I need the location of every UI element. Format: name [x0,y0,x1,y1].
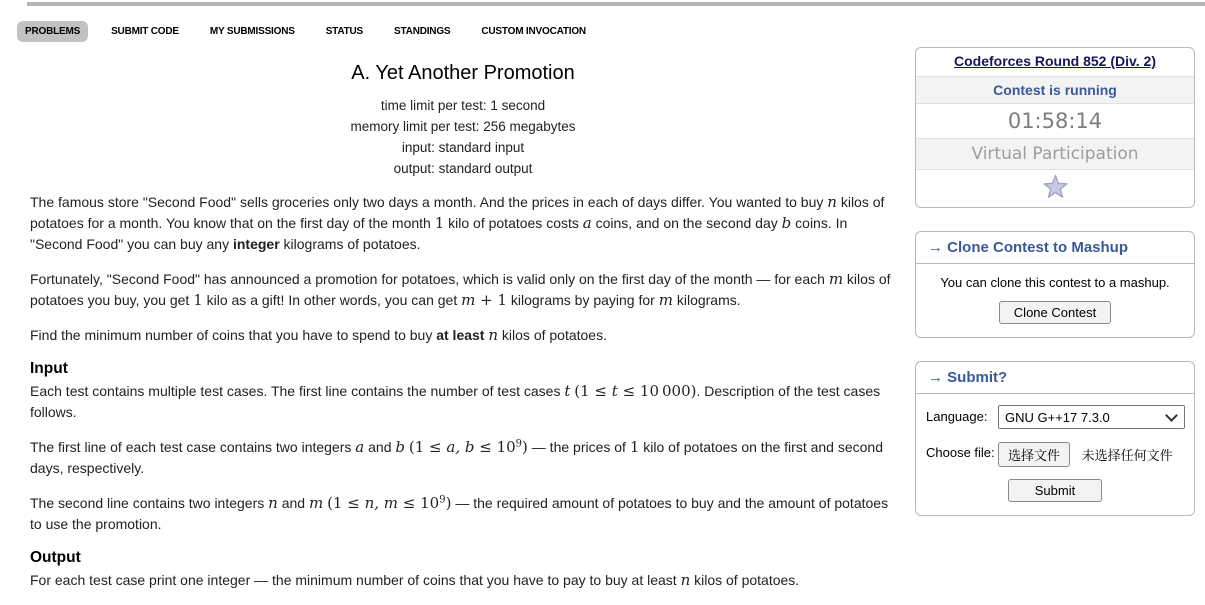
choose-file-label: Choose file: [926,445,995,460]
problem-statement [30,62,896,605]
meta-line: output: standard output [393,161,533,176]
clone-contest-button[interactable]: Clone Contest [999,301,1111,324]
meta-line: input: standard input [401,140,525,155]
problem-body [30,192,896,591]
file-status-text: 未选择任何文件 [1081,448,1173,463]
statement-paragraph: The first line of each test case contains two integers a and b (1 ≤ a, $b \le 10^9$) — the prices of 1 kilo of potatoes on the first and second days, respectively. [30,438,883,476]
favorite-row [916,169,1194,207]
contest-title-row [916,48,1194,76]
section-title: Output [30,549,81,566]
language-label: Language: [926,409,988,424]
choose-file-button[interactable]: 选择文件 [998,442,1070,467]
contest-mode-label: Virtual Participation [916,138,1194,169]
star-icon[interactable] [1042,174,1069,201]
tab-standings[interactable]: STANDINGS [394,26,451,37]
problem-meta [30,95,896,179]
contest-timer: 01:58:14 [916,103,1194,138]
clone-box-header: → Clone Contest to Mashup [916,232,1194,264]
submit-box [915,361,1195,516]
tab-submit-code[interactable]: SUBMIT CODE [111,26,179,37]
contest-status: Contest is running [916,76,1194,103]
statement-paragraph: Fortunately, "Second Food" has announced a promotion for potatoes, which is valid only on the first day of the month — for each m kilos of potatoes you buy, you get 1 kilo as a gift! In other words, you can get m + 1 kilograms by paying for m kilograms. [30,270,891,309]
tab-problems[interactable]: PROBLEMS [17,21,88,42]
horizontal-scrollbar[interactable] [27,2,1205,6]
tab-my-submissions[interactable]: MY SUBMISSIONS [209,26,295,37]
submit-box-header: → Submit? [916,362,1194,394]
clone-box-text: You can clone this contest to a mashup. [940,275,1170,290]
section-title: Input [30,360,68,377]
meta-line: time limit per test: 1 second [380,98,546,113]
submit-button[interactable]: Submit [1008,479,1102,502]
nav-tabs [17,21,594,42]
tab-custom-invocation[interactable]: CUSTOM INVOCATION [481,26,586,37]
meta-line: memory limit per test: 256 megabytes [350,119,576,134]
statement-paragraph: The second line contains two integers n and m (1 ≤ n, $m \le 10^9$) — the required amount of potatoes to buy and the amount of potatoes to use the promotion. [30,494,889,532]
clone-contest-box [915,231,1195,338]
problem-title: A. Yet Another Promotion [351,62,575,84]
contest-info-box [915,47,1195,208]
statement-paragraph: Each test contains multiple test cases. The first line contains the number of test cases t (1 ≤ t ≤ 10 000). Description of the test cases follows. [30,382,881,420]
sidebar [915,47,1195,539]
statement-paragraph: For each test case print one integer — the minimum number of coins that you have to pay to buy at least n kilos of potatoes. [30,571,800,589]
statement-paragraph: The famous store "Second Food" sells groceries only two days a month. And the prices in each of days differ. You wanted to buy n kilos of potatoes for a month. You know that on the first day of the month 1 kilo of potatoes costs a coins, and on the second day b coins. In "Second Food" you can buy any integer kilograms of potatoes. [30,193,885,252]
tab-status[interactable]: STATUS [325,26,364,37]
contest-title-link[interactable]: Codeforces Round 852 (Div. 2) [953,53,1156,69]
language-select[interactable] [998,405,1185,429]
statement-paragraph: Find the minimum number of coins that you have to spend to buy at least n kilos of potatoes. [30,326,607,344]
